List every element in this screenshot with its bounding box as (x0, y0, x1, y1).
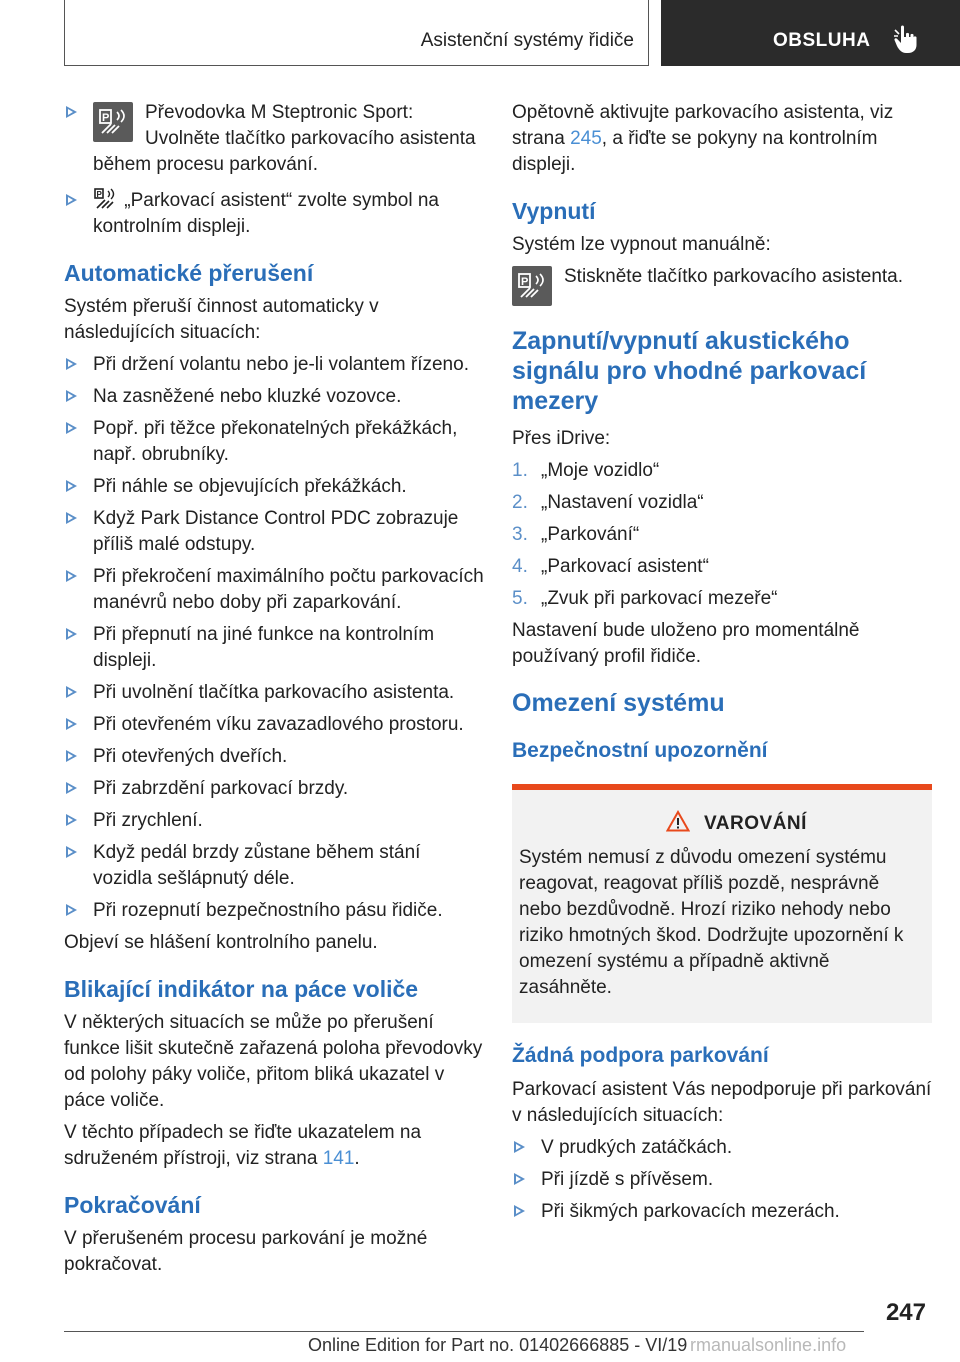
step-text: „Nastavení vozidla“ (541, 492, 704, 513)
numbered-step (512, 586, 932, 612)
right-column (512, 100, 932, 1231)
bullet-triangle-icon (66, 390, 77, 402)
no-support-intro: Parkovací asistent Vás nepodporuje při parkování v následujících situacích: (512, 1079, 932, 1126)
step-number: 5. (512, 588, 528, 609)
list-item-text: Při otevřených dveřích. (93, 746, 288, 767)
header-section-box (64, 0, 649, 66)
no-support-list (512, 1135, 932, 1225)
svg-text:P: P (96, 190, 102, 199)
bullet-triangle-icon (514, 1173, 525, 1185)
list-item (512, 1135, 932, 1161)
list-item-text: Při jízdě s přívěsem. (541, 1169, 714, 1190)
step-number: 4. (512, 556, 528, 577)
bullet-triangle-icon (66, 846, 77, 858)
list-item-text: Na zasněžené nebo kluzké vozovce. (93, 386, 402, 407)
list-item-text: Při zrychlení. (93, 810, 203, 831)
step-number: 1. (512, 460, 528, 481)
parking-assistant-button-icon (93, 102, 133, 142)
step-select-symbol (64, 188, 484, 240)
bullet-triangle-icon (66, 358, 77, 370)
bullet-triangle-icon (66, 750, 77, 762)
warning-title-text: VAROVÁNÍ (704, 813, 807, 834)
list-item (64, 622, 484, 674)
list-item-text: Při otevřeném víku zavazadlového prostoru. (93, 714, 464, 735)
list-item (64, 744, 484, 770)
heading-switch-off: Vypnutí (512, 198, 596, 224)
bullet-triangle-icon (66, 422, 77, 434)
list-item-text: Při šikmých parkovacích mezerách. (541, 1201, 840, 1222)
bullet-triangle-icon (66, 106, 77, 118)
bullet-triangle-icon (66, 904, 77, 916)
list-item (64, 384, 484, 410)
heading-safety-notes: Bezpečnostní upozornění (512, 739, 768, 762)
switch-off-step-text: Stiskněte tlačítko parkovacího asistenta. (564, 266, 904, 287)
footer-watermark: rmanualsonline.info (690, 1335, 847, 1355)
warning-triangle-icon (666, 810, 690, 832)
header-section-title: Asistenční systémy řidiče (420, 30, 634, 51)
list-item (64, 840, 484, 892)
list-item-text: Při náhle se objevujících překážkách. (93, 476, 407, 497)
reactivate-text (512, 100, 932, 178)
bullet-triangle-icon (66, 570, 77, 582)
step-text: „Moje vozidlo“ (541, 460, 660, 481)
heading-continuation: Pokračování (64, 1192, 201, 1218)
heading-no-parking-support: Žádná podpora parkování (512, 1044, 769, 1067)
list-item-text: Při rozepnutí bezpečnostního pásu řidiče. (93, 900, 443, 921)
list-item-text: Při zabrzdění parkovací brzdy. (93, 778, 349, 799)
list-item (64, 680, 484, 706)
continuation-text: V přerušeném procesu parkování je možné pokračovat. (64, 1228, 428, 1275)
header-chapter-tab[interactable] (661, 0, 960, 66)
footer-edition: Online Edition for Part no. 01402666885 - VI/19 (308, 1335, 688, 1355)
list-item-text: Když pedál brzdy zůstane během stání vozidla sešlápnutý déle. (93, 842, 421, 889)
heading-automatic-interruption: Automatické přerušení (64, 260, 314, 286)
list-item (64, 898, 484, 924)
list-item (64, 776, 484, 802)
page-number: 247 (885, 1299, 926, 1326)
list-item-text: V prudkých zatáčkách. (541, 1137, 733, 1158)
list-item-text: Když Park Distance Control PDC zobrazuje příliš malé odstupy. (93, 508, 459, 555)
parking-assistant-symbol-icon (93, 188, 119, 210)
bullet-triangle-icon (66, 194, 77, 206)
warning-text: Systém nemusí z důvodu omezení systému reagovat, reagovat příliš pozdě, nesprávně nebo bezdůvodně. Hrozí riziko nehody nebo riziko hmotných škod. Dodržujte upozornění k omezení systému a případně aktivně zasáhněte. (519, 847, 904, 998)
list-item (64, 506, 484, 558)
switch-off-step (512, 264, 932, 308)
list-item (64, 352, 484, 378)
sound-after-text: Nastavení bude uloženo pro momentálně používaný profil řidiče. (512, 620, 860, 667)
header-chapter-label: OBSLUHA (773, 30, 871, 51)
auto-after-text: Objeví se hlášení kontrolního panelu. (64, 932, 378, 953)
blink-p2-text: V těchto případech se řiďte ukazatelem na sdruženém přístroji, viz strana (64, 1122, 422, 1169)
numbered-step (512, 458, 932, 484)
list-item-text: Popř. při těžce překonatelných překážkách, např. obrubníky. (93, 418, 458, 465)
warning-box (512, 784, 932, 1023)
blink-paragraph-1: V některých situacích se může po přerušení funkce lišit skutečně zařazená poloha převodovky od polohy páky voliče, přitom bliká ukazatel v páce voliče. (64, 1012, 483, 1111)
step-number: 3. (512, 524, 528, 545)
heading-system-limits: Omezení systému (512, 689, 725, 717)
bullet-triangle-icon (66, 686, 77, 698)
list-item-text: Při uvolnění tlačítka parkovacího asistenta. (93, 682, 455, 703)
bullet-triangle-icon (66, 480, 77, 492)
step-text: „Zvuk při parkovací mezeře“ (541, 588, 778, 609)
numbered-step (512, 490, 932, 516)
list-item (512, 1199, 932, 1225)
reactivate-text-a: Opětovně aktivujte parkovacího asistenta, viz strana (512, 102, 894, 149)
heading-blinking-indicator: Blikající indikátor na páce voliče (64, 976, 419, 1002)
svg-text:P: P (521, 276, 529, 288)
step-select-text: „Parkovací asistent“ zvolte symbol na kontrolním displeji. (93, 190, 439, 237)
bullet-triangle-icon (66, 782, 77, 794)
parking-assistant-button-icon (512, 266, 552, 306)
pointing-hand-icon (893, 24, 919, 54)
numbered-step (512, 554, 932, 580)
blink-paragraph-2 (64, 1120, 484, 1172)
switch-off-intro: Systém lze vypnout manuálně: (512, 234, 771, 255)
auto-intro-text: Systém přeruší činnost automaticky v následujících situacích: (64, 296, 379, 343)
list-item (64, 808, 484, 834)
step-number: 2. (512, 492, 528, 513)
step-text: „Parkování“ (541, 524, 640, 545)
page-link-245[interactable]: 245 (570, 128, 602, 149)
svg-text:P: P (102, 112, 110, 124)
bullet-triangle-icon (514, 1205, 525, 1217)
reactivate-text-b: , a řiďte se pokyny na kontrolním displeji. (512, 128, 878, 175)
step-release-text: Převodovka M Steptronic Sport: Uvolněte tlačítko parkovacího asistenta během procesu parkování. (93, 102, 476, 175)
blink-p2-end: . (354, 1148, 360, 1169)
step-release-button (64, 100, 484, 178)
warning-title (549, 810, 924, 837)
idrive-steps-list (512, 458, 932, 612)
bullet-triangle-icon (66, 718, 77, 730)
list-item-text: Při překročení maximálního počtu parkovacích manévrů nebo doby při zaparkování. (93, 566, 484, 613)
list-item (64, 564, 484, 616)
list-item-text: Při přepnutí na jiné funkce na kontrolním displeji. (93, 624, 435, 671)
list-item (64, 474, 484, 500)
auto-interruption-list (64, 352, 484, 924)
idrive-intro: Přes iDrive: (512, 428, 611, 449)
step-text: „Parkovací asistent“ (541, 556, 709, 577)
page-link-141[interactable]: 141 (322, 1148, 355, 1169)
list-item (512, 1167, 932, 1193)
left-column (64, 100, 484, 1284)
list-item (64, 712, 484, 738)
numbered-step (512, 522, 932, 548)
list-item-text: Při držení volantu nebo je-li volantem řízeno. (93, 354, 469, 375)
bullet-triangle-icon (66, 628, 77, 640)
bullet-triangle-icon (66, 512, 77, 524)
heading-acoustic-signal: Zapnutí/vypnutí akustického signálu pro vhodné parkovací mezery (512, 327, 867, 415)
bullet-triangle-icon (66, 814, 77, 826)
list-item (64, 416, 484, 468)
bullet-triangle-icon (514, 1141, 525, 1153)
